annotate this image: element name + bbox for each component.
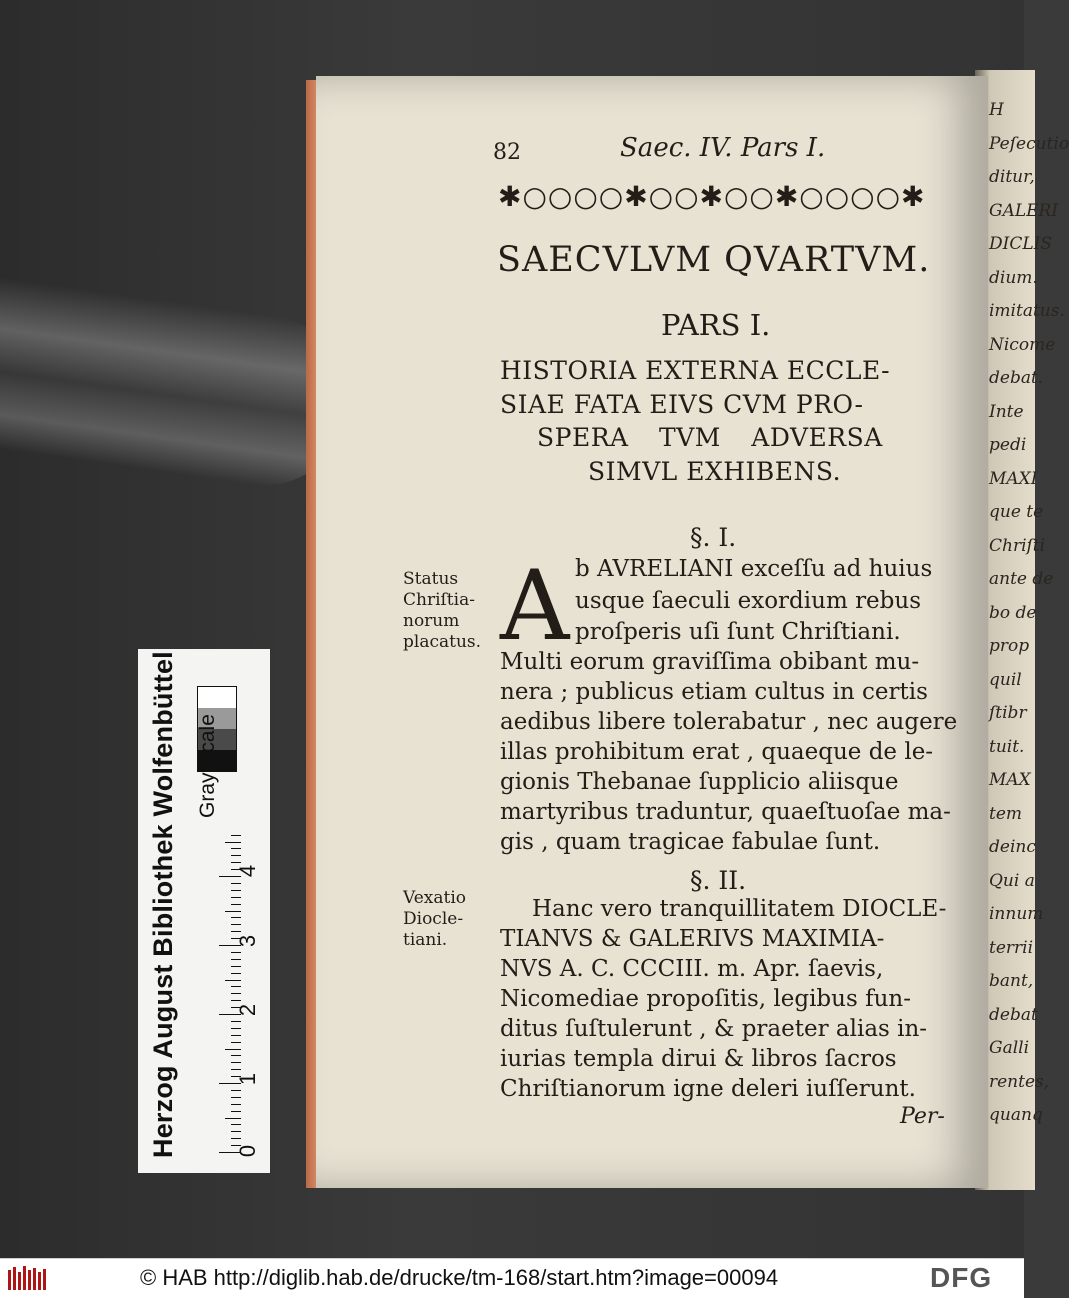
ruler-tick	[231, 897, 241, 898]
ruler-tick	[225, 1118, 241, 1119]
text-line: gionis Thebanae ſupplicio aliisque	[500, 769, 899, 795]
ruler-tick	[231, 917, 241, 918]
facing-page-fragment: bant,	[989, 971, 1034, 991]
ruler-tick	[231, 993, 241, 994]
ruler-tick	[231, 1042, 241, 1043]
ruler-tick	[231, 1131, 241, 1132]
text-line: Multi eorum graviſſima obibant mu-	[500, 649, 920, 675]
text-line: usque ſaeculi exordium rebus	[575, 588, 922, 614]
footer-bar	[0, 1258, 1024, 1298]
ruler-tick	[231, 1062, 241, 1063]
ruler-number: 1	[235, 1072, 261, 1086]
ruler-ticks	[196, 830, 241, 1160]
hab-logo-icon	[6, 1264, 50, 1292]
facing-page-fragment: terrii	[989, 937, 1034, 958]
ruler-tick	[231, 1069, 241, 1070]
facing-page-fragment: ante de	[989, 569, 1054, 589]
gray-scale-label: Gray Scale	[196, 714, 219, 818]
text-line: Nicomediae propoſitis, legibus fun-	[500, 986, 911, 1012]
facing-page-fragment: Nicome	[989, 334, 1056, 355]
ruler-tick	[231, 1021, 241, 1022]
ruler-tick	[231, 855, 241, 856]
ruler-tick	[225, 842, 241, 843]
facing-page-fragment: deinc	[989, 837, 1036, 857]
margin-note: Status Chriſtia-norum placatus.	[403, 569, 482, 652]
ruler-tick	[231, 1104, 241, 1105]
facing-page-fragment: bo de	[989, 602, 1037, 623]
facing-page-fragment: rentes,	[989, 1071, 1050, 1092]
running-head: Saec. IV. Pars I.	[620, 133, 826, 163]
facing-page-fragment: innum	[989, 904, 1044, 924]
text-line: gis , quam tragicae fabulae ſunt.	[500, 829, 881, 855]
ruler-tick	[231, 1055, 241, 1056]
facing-page-fragment: debat	[989, 1004, 1038, 1025]
ruler-tick	[231, 986, 241, 987]
ruler-tick	[225, 980, 241, 981]
ruler-tick	[231, 1000, 241, 1001]
facing-page-fragment: tem	[989, 803, 1023, 824]
ruler-tick	[231, 1035, 241, 1036]
ruler-number: 4	[235, 864, 261, 878]
ruler-number: 2	[235, 1003, 261, 1017]
ruler-tick	[231, 1028, 241, 1029]
text-line: NVS A. C. CCCIII. m. Apr. ſaevis,	[500, 956, 884, 982]
text-line: TIANVS & GALERIVS MAXIMIA-	[500, 926, 885, 952]
ruler-tick	[231, 959, 241, 960]
ruler-tick	[231, 862, 241, 863]
ruler-tick	[231, 1090, 241, 1091]
page-title: SAECVLVM QVARTVM.	[497, 240, 931, 280]
facing-page-fragment: quanq	[989, 1105, 1043, 1125]
ruler-number: 3	[235, 934, 261, 948]
text-line: nera ; publicus etiam cultus in certis	[500, 679, 928, 705]
page-number: 82	[493, 140, 521, 165]
facing-page-fragment: Chriſti	[989, 535, 1046, 556]
ruler-tick	[225, 911, 241, 912]
facing-page-fragment: dium.	[989, 267, 1038, 288]
ruler-tick	[231, 848, 241, 849]
ruler-tick	[231, 1097, 241, 1098]
ruler-tick	[225, 1049, 241, 1050]
source-link[interactable]: © HAB http://diglib.hab.de/drucke/tm-168/start.htm?image=00094	[140, 1265, 779, 1290]
facing-page-fragment: MAX	[989, 770, 1031, 790]
section-number: §. II.	[690, 866, 747, 895]
gray-swatch	[198, 687, 236, 708]
text-line: iurias templa dirui & libros ſacros	[500, 1046, 897, 1072]
text-line: illas prohibitum erat , quaeque de le-	[500, 739, 934, 765]
heading-line: SIMVL EXHIBENS.	[588, 457, 842, 486]
facing-page-fragment: imitatus.	[989, 301, 1065, 321]
heading-line: SPERA TVM ADVERSA	[537, 423, 883, 452]
facing-page-fragment: H	[989, 100, 1004, 120]
ruler-tick	[231, 973, 241, 974]
ruler-tick	[231, 1138, 241, 1139]
ruler-tick	[231, 952, 241, 953]
dfg-logo-icon: DFG	[930, 1262, 993, 1293]
facing-page-fragment: ſtibr	[989, 703, 1027, 723]
text-line: b AVRELIANI exceſſu ad huius	[575, 556, 933, 582]
ruler-tick	[231, 1111, 241, 1112]
ruler-tick	[231, 890, 241, 891]
drop-capital: A	[500, 550, 570, 662]
facing-page-fragment: pedi	[989, 435, 1027, 455]
margin-note: Vexatio Diocle-tiani.	[403, 888, 467, 950]
facing-page-fragment: Inte	[989, 401, 1024, 422]
facing-page-fragment: GALERI	[989, 200, 1059, 221]
text-line: Hanc vero tranquillitatem DIOCLE-	[532, 896, 947, 922]
ruler-tick	[231, 924, 241, 925]
text-line: proſperis uſi ſunt Chriſtiani.	[575, 619, 901, 645]
text-line: ditus ſuſtulerunt , & praeter alias in-	[500, 1016, 928, 1042]
catchword: Per-	[900, 1104, 945, 1129]
facing-page-fragment: DICLIS	[989, 234, 1053, 254]
facing-page-fragment: tuit.	[989, 736, 1025, 757]
facing-page-fragment: Galli	[989, 1038, 1030, 1058]
section-number: §. I.	[690, 523, 737, 552]
facing-page-fragment: ditur,	[989, 167, 1035, 187]
facing-page-fragment: prop	[989, 636, 1030, 656]
ruler-tick	[231, 1124, 241, 1125]
text-line: Chriſtianorum igne deleri iuſſerunt.	[500, 1076, 916, 1102]
institution-label: Herzog August Bibliothek Wolfenbüttel	[148, 651, 178, 1158]
text-line: martyribus traduntur, quaeſtuoſae ma-	[500, 799, 951, 825]
facing-page-fragment: Peſecutio	[989, 133, 1069, 154]
facing-page-fragment: debat.	[989, 368, 1044, 388]
ruler-tick	[231, 931, 241, 932]
ruler-tick	[231, 904, 241, 905]
facing-page-fragment: que te	[989, 502, 1044, 522]
ruler-tick	[231, 835, 241, 836]
ruler-tick	[231, 966, 241, 967]
heading-line: HISTORIA EXTERNA ECCLE-	[500, 356, 891, 385]
facing-page-fragment: Qui a	[989, 870, 1035, 891]
ornament-rule: ✱○○○○✱○○✱○○✱○○○○✱	[498, 180, 926, 213]
heading-line: SIAE FATA EIVS CVM PRO-	[500, 390, 864, 419]
ruler-tick	[231, 883, 241, 884]
text-line: aedibus libere tolerabatur , nec augere	[500, 709, 958, 735]
ruler-number: 0	[235, 1144, 261, 1158]
part-heading: PARS I.	[661, 308, 771, 342]
facing-page-fragment: MAXI	[989, 468, 1038, 489]
facing-page-fragment: quil	[989, 669, 1022, 690]
